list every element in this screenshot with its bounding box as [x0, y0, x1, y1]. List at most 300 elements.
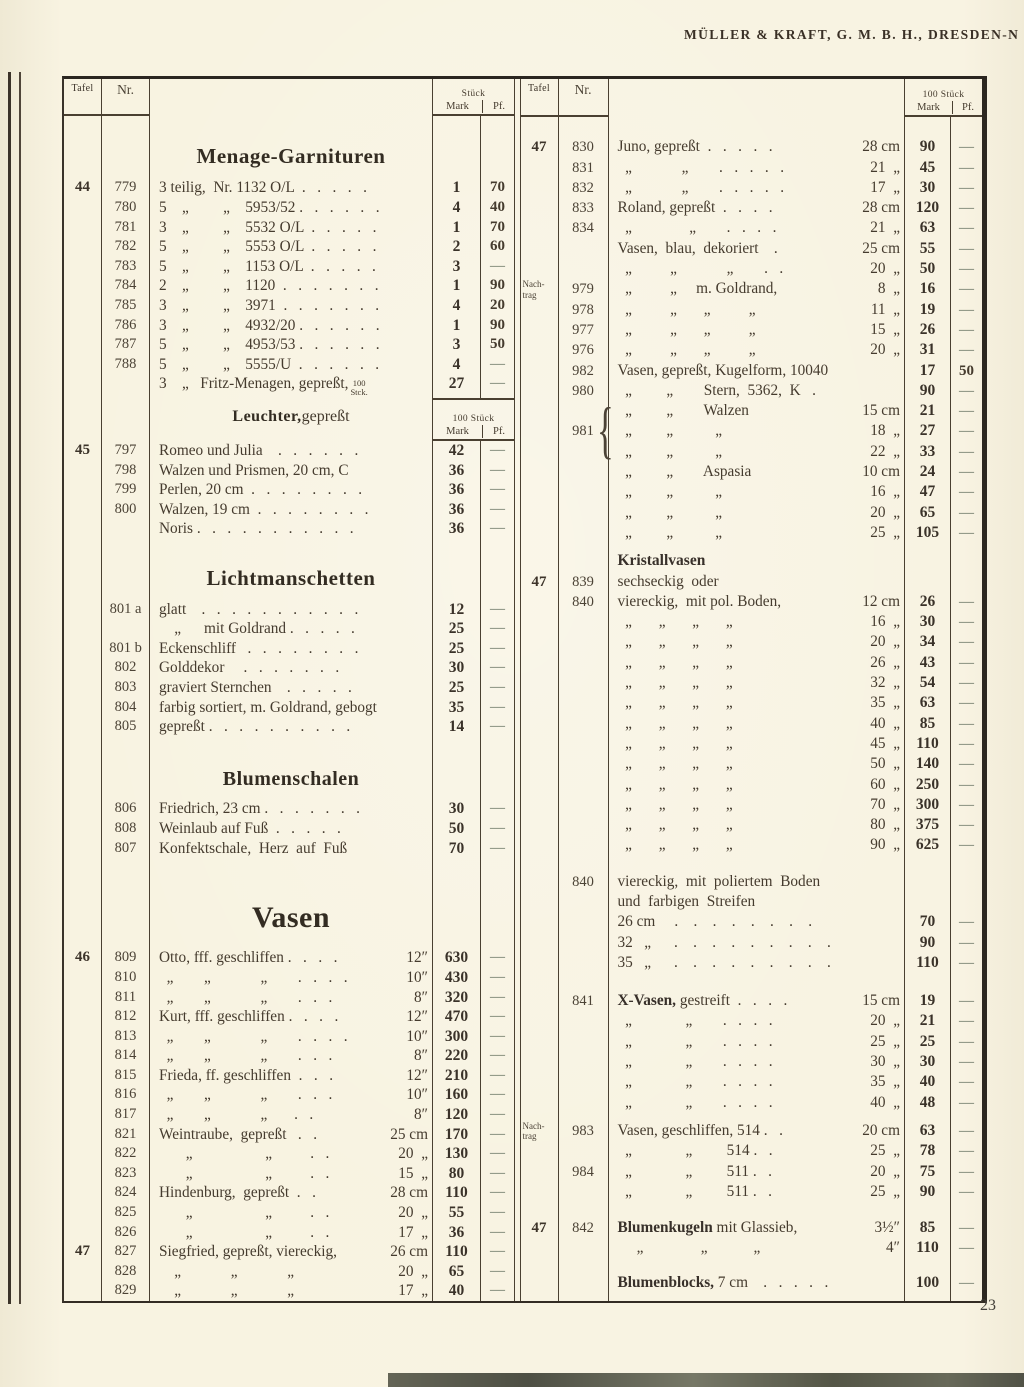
row-nr: 823: [102, 1164, 150, 1184]
no-price-dash: —: [959, 200, 974, 217]
row-nr: 800: [102, 500, 150, 520]
table-row: [521, 795, 983, 815]
row-size: 25 „: [870, 1032, 900, 1050]
no-price-dash: —: [959, 1074, 974, 1091]
table-row: [64, 1105, 514, 1125]
table-row: [64, 257, 514, 277]
row-tafel: [64, 237, 102, 257]
row-description-text: 3 „ „ 4932/20 . . . . . .: [159, 316, 380, 334]
row-description: [609, 198, 906, 218]
row-description: [150, 639, 433, 659]
row-tafel: [521, 973, 559, 991]
row-tafel: [521, 632, 559, 652]
no-price-dash: —: [959, 159, 974, 176]
row-size: 15 „: [398, 1164, 428, 1182]
price-pf: [951, 856, 982, 872]
price-mark: 375: [905, 815, 951, 835]
price-column-header: [905, 79, 982, 117]
table-row: [521, 1011, 983, 1031]
row-description: [150, 678, 433, 698]
table-row: [521, 815, 983, 835]
price-mark: [905, 551, 951, 571]
row-description-text: Golddekor . . . . . . .: [159, 659, 340, 677]
table-row: [521, 1218, 983, 1238]
row-tafel: [521, 523, 559, 543]
row-nr: 828: [102, 1262, 150, 1282]
row-nr: [559, 1259, 609, 1273]
table-row: [64, 968, 514, 988]
price-pf: [951, 178, 982, 198]
row-tafel: [521, 872, 559, 892]
section-heading-bold: Blumenschalen: [222, 768, 360, 791]
row-description: [150, 355, 433, 375]
no-price-dash: —: [490, 1086, 505, 1103]
price-mark: 80: [433, 1164, 481, 1184]
price-pf: 90: [490, 277, 505, 294]
row-nr: 840: [559, 872, 609, 892]
row-nr: [559, 1113, 609, 1121]
price-mark: 50: [905, 259, 951, 279]
row-size: 20 „: [870, 1162, 900, 1180]
table-row: [521, 714, 983, 734]
row-tafel: [64, 355, 102, 375]
row-nr: 977: [559, 320, 609, 340]
row-nr: [559, 1052, 609, 1072]
no-price-dash: —: [490, 375, 505, 392]
row-tafel: [64, 819, 102, 839]
price-pf: [951, 482, 982, 502]
table-row: [64, 1085, 514, 1105]
spacer-row: [521, 1202, 983, 1218]
row-nr: [559, 503, 609, 523]
price-mark: 42: [433, 441, 481, 461]
table-row: [521, 933, 983, 953]
row-nr: 799: [102, 480, 150, 500]
row-description: [150, 441, 433, 461]
price-mark: 470: [433, 1007, 481, 1027]
row-tafel: [521, 856, 559, 872]
no-price-dash: —: [490, 1027, 505, 1044]
price-mark: [905, 117, 951, 137]
price-column-header: [433, 79, 514, 116]
row-tafel: [521, 754, 559, 774]
row-tafel: [521, 1162, 559, 1182]
row-size: 16 „: [870, 483, 900, 501]
row-description: [150, 698, 433, 718]
col-header-nr: Nr.: [102, 79, 150, 116]
no-price-dash: —: [959, 1143, 974, 1160]
row-description-text: 3 „ Fritz-Menagen, gepreßt,: [159, 375, 349, 393]
price-mark: 36: [433, 519, 481, 539]
no-price-dash: —: [959, 614, 974, 631]
row-description: [609, 218, 906, 238]
row-description-text: Siegfried, gepreßt, viereckig,: [159, 1243, 337, 1261]
row-nr: [559, 973, 609, 991]
no-price-dash: —: [959, 281, 974, 298]
row-description-text: Vasen, gepreßt, Kugelform, 10040: [617, 361, 829, 379]
no-price-dash: —: [490, 500, 505, 517]
section-heading: [150, 394, 433, 441]
price-mark: 48: [905, 1093, 951, 1113]
table-row: [521, 693, 983, 713]
row-tafel: 45: [64, 441, 102, 461]
price-pf: [951, 734, 982, 754]
price-mark: 85: [905, 714, 951, 734]
row-nr: 980: [559, 381, 609, 401]
row-tafel: [521, 673, 559, 693]
row-description-text: „ „ „ . . . .: [159, 1027, 348, 1045]
price-mark: 50: [433, 819, 481, 839]
price-pf: [481, 1066, 514, 1086]
row-description: [150, 619, 433, 639]
panel-fill-row: [521, 1293, 983, 1301]
no-price-dash: —: [959, 1094, 974, 1111]
row-size: 8″: [413, 1106, 428, 1124]
row-tafel: [521, 714, 559, 734]
row-tafel: 44: [64, 178, 102, 198]
price-pf: [951, 1202, 982, 1218]
table-row: [64, 1262, 514, 1282]
price-pf: [481, 1281, 514, 1301]
section-heading-row: [64, 394, 514, 441]
row-description: [150, 461, 433, 481]
panel-top-padding: [521, 117, 983, 137]
row-description: [609, 320, 906, 340]
row-tafel: [64, 639, 102, 659]
row-size: 90 „: [870, 836, 900, 854]
row-description: [150, 276, 433, 296]
no-price-dash: —: [959, 715, 974, 732]
row-size: 30 „: [870, 1053, 900, 1071]
row-tafel: [64, 988, 102, 1008]
row-tafel: [64, 116, 102, 135]
table-row: [521, 361, 983, 381]
row-description: [609, 361, 906, 381]
row-nr: [559, 632, 609, 652]
price-mark: [905, 872, 951, 892]
row-tafel: [521, 1202, 559, 1218]
price-pf: [951, 1032, 982, 1052]
row-size: 25 „: [870, 1182, 900, 1200]
row-nr: [559, 482, 609, 502]
row-size: 20 „: [870, 503, 900, 521]
row-size: 20 „: [870, 1012, 900, 1030]
price-pf: [481, 1085, 514, 1105]
table-row: [64, 316, 514, 336]
price-pf: [951, 653, 982, 673]
row-tafel: [64, 698, 102, 718]
price-pf: [951, 835, 982, 855]
price-pf: [951, 259, 982, 279]
row-size: 20 cm: [862, 1121, 900, 1139]
row-description-bold: Blumenkugeln: [617, 1219, 713, 1237]
row-size: 10″: [406, 1086, 428, 1104]
price-mark: 630: [433, 948, 481, 968]
price-mark: 65: [433, 1262, 481, 1282]
row-nr: 785: [102, 296, 150, 316]
row-description: [609, 1141, 906, 1161]
row-tafel: [521, 1141, 559, 1161]
row-nr: [559, 442, 609, 462]
row-nr: [559, 523, 609, 543]
table-row: [64, 1242, 514, 1262]
row-size: 40 „: [870, 1093, 900, 1111]
row-description: [609, 1238, 906, 1258]
price-mark: 21: [905, 1011, 951, 1031]
price-mark: 24: [905, 462, 951, 482]
no-price-dash: —: [490, 639, 505, 656]
row-size: 25 cm: [390, 1125, 428, 1143]
row-nr: 801 b: [102, 639, 150, 659]
row-nr: 826: [102, 1223, 150, 1243]
row-nr: 831: [559, 158, 609, 178]
row-size: 15 „: [870, 320, 900, 338]
no-price-dash: —: [959, 654, 974, 671]
row-size: 26 cm: [390, 1243, 428, 1261]
price-pf: [951, 754, 982, 774]
table-row: [64, 480, 514, 500]
row-description: [609, 815, 906, 835]
no-price-dash: —: [959, 423, 974, 440]
price-pf: [481, 698, 514, 718]
price-pf: [951, 714, 982, 734]
row-nr: 834: [559, 218, 609, 238]
row-tafel: [64, 799, 102, 819]
row-nr: [559, 1011, 609, 1031]
row-description-text: „ „ „ „: [617, 816, 733, 834]
row-description-text: „ „ „ . . .: [159, 1047, 333, 1065]
price-mark: [905, 856, 951, 872]
row-nr: 782: [102, 237, 150, 257]
table-row: [521, 239, 983, 259]
row-description: [609, 1072, 906, 1092]
section-heading: [150, 760, 433, 799]
row-nr: [559, 551, 609, 571]
no-price-dash: —: [490, 441, 505, 458]
row-description-text: „ „ „: [617, 523, 723, 541]
per-100-stueck-label: 100 Stck.: [350, 378, 368, 397]
price-mark: 90: [905, 933, 951, 953]
no-price-dash: —: [490, 1066, 505, 1083]
row-nr: 825: [102, 1203, 150, 1223]
no-price-dash: —: [490, 988, 505, 1005]
row-nr: [559, 795, 609, 815]
row-size: 17 „: [398, 1282, 428, 1300]
row-size: 16 „: [870, 613, 900, 631]
no-price-dash: —: [959, 484, 974, 501]
table-row: [521, 1032, 983, 1052]
row-description: [609, 872, 906, 892]
price-pf: [951, 117, 982, 137]
row-size: 35 „: [870, 694, 900, 712]
price-mark: [905, 1259, 951, 1273]
price-pf: [951, 815, 982, 835]
row-tafel: 47: [64, 1242, 102, 1262]
row-size: 60 „: [870, 775, 900, 793]
row-description: [609, 1273, 906, 1293]
price-mark: [905, 892, 951, 912]
price-mark: 12: [433, 600, 481, 620]
row-description-text: 7 cm . . . . .: [713, 1273, 829, 1291]
price-pf: [481, 1164, 514, 1184]
row-nr: 984: [559, 1162, 609, 1182]
row-size: 26 „: [870, 653, 900, 671]
row-tafel: [521, 795, 559, 815]
table-row: [521, 340, 983, 360]
price-pf: 50: [959, 362, 974, 379]
price-unit-label: 100 Stück: [922, 90, 965, 100]
row-description-text: 5 „ „ 5553 O/L . . . . .: [159, 238, 377, 256]
row-tafel: 47: [521, 1218, 559, 1238]
price-pf: [951, 872, 982, 892]
no-price-dash: —: [959, 1220, 974, 1237]
no-price-dash: —: [490, 949, 505, 966]
row-tafel: [521, 1182, 559, 1202]
row-size: 20 „: [398, 1204, 428, 1222]
row-tafel: [64, 296, 102, 316]
row-description: [609, 340, 906, 360]
no-price-dash: —: [490, 461, 505, 478]
row-description: [150, 737, 433, 761]
price-mark: 110: [905, 734, 951, 754]
price-pf: [951, 523, 982, 543]
table-row: [521, 442, 983, 462]
col-header-description: [609, 79, 906, 117]
price-mark: [905, 1293, 951, 1301]
row-description: [150, 819, 433, 839]
price-pf: [481, 257, 514, 277]
price-pf: [481, 519, 514, 539]
row-tafel: [521, 1032, 559, 1052]
no-price-dash: —: [959, 321, 974, 338]
row-tafel: [64, 717, 102, 737]
price-mark: 320: [433, 988, 481, 1008]
page-number: 23: [980, 1297, 996, 1314]
price-pf: [481, 1262, 514, 1282]
no-price-dash: —: [959, 403, 974, 420]
row-description: [150, 500, 433, 520]
row-description-text: 32 „ . . . . . . . . .: [617, 933, 831, 951]
row-size: 12 cm: [862, 592, 900, 610]
no-price-dash: —: [959, 796, 974, 813]
row-tafel: [521, 1273, 559, 1293]
row-nr: 786: [102, 316, 150, 336]
row-nr: 842: [559, 1218, 609, 1238]
price-pf: [481, 1046, 514, 1066]
row-nr: 798: [102, 461, 150, 481]
row-tafel: [64, 658, 102, 678]
row-description: [150, 1125, 433, 1145]
price-mark: 26: [905, 592, 951, 612]
row-tafel: [64, 1164, 102, 1184]
row-nr: 816: [102, 1085, 150, 1105]
row-tafel: [64, 257, 102, 277]
table-row: [64, 335, 514, 355]
price-pf: [951, 239, 982, 259]
row-description-text: 5 „ „ 4953/53 . . . . . .: [159, 336, 380, 354]
no-price-dash: —: [490, 968, 505, 985]
no-price-dash: —: [959, 1013, 974, 1030]
no-price-dash: —: [490, 679, 505, 696]
row-description-text: Roland, gepreßt . . . .: [617, 199, 773, 217]
price-mark: 21: [905, 401, 951, 421]
row-description-text: „ „ „ „: [617, 320, 756, 338]
price-pf: [951, 1182, 982, 1202]
price-mark: 36: [433, 461, 481, 481]
price-pf: [951, 218, 982, 238]
table-row: [64, 519, 514, 539]
row-description: [609, 503, 906, 523]
price-pf: [481, 988, 514, 1008]
price-pf: [951, 933, 982, 953]
row-description-text: „ „ „ „: [617, 694, 733, 712]
row-description: [150, 1066, 433, 1086]
row-description-text: „ „ 514 . .: [617, 1142, 773, 1160]
price-pf: [481, 968, 514, 988]
price-pf: [951, 1052, 982, 1072]
section-heading-row: [64, 888, 514, 949]
section-heading-bold: Menage-Garnituren: [196, 144, 386, 169]
no-price-dash: —: [490, 355, 505, 372]
row-nr: 787: [102, 335, 150, 355]
row-description-text: „ „ . . . .: [617, 1032, 773, 1050]
price-mark: 30: [433, 658, 481, 678]
row-nr: [559, 693, 609, 713]
row-size: 21 „: [870, 158, 900, 176]
row-nr: [559, 856, 609, 872]
row-nr: [559, 815, 609, 835]
row-nr: 976: [559, 340, 609, 360]
row-nr: 814: [102, 1046, 150, 1066]
row-description: [609, 158, 906, 178]
table-header-row: [521, 79, 983, 117]
no-price-dash: —: [959, 593, 974, 610]
price-mark: 30: [905, 612, 951, 632]
row-description-text: glatt . . . . . . . . . . .: [159, 600, 359, 618]
row-description-text: „ „ Stern, 5362, K .: [617, 381, 816, 399]
row-description: [150, 1046, 433, 1066]
row-description: [609, 259, 906, 279]
row-description: [609, 912, 906, 932]
price-mark: 300: [433, 1027, 481, 1047]
row-nr: 781: [102, 218, 150, 238]
price-pf: [951, 991, 982, 1011]
no-price-dash: —: [959, 934, 974, 951]
table-row: [64, 461, 514, 481]
table-row: [64, 717, 514, 737]
row-description: [150, 968, 433, 988]
price-mark: 34: [905, 632, 951, 652]
row-description-text: „ „ . .: [159, 1204, 330, 1222]
row-tafel: [521, 892, 559, 912]
price-pf: [951, 592, 982, 612]
row-nr: 807: [102, 839, 150, 859]
price-pf: [951, 612, 982, 632]
table-row: [521, 137, 983, 157]
section-heading-rest: gepreßt: [301, 408, 350, 426]
row-description: [609, 462, 906, 482]
table-row: [521, 991, 983, 1011]
row-description: [150, 539, 433, 557]
row-nr: [559, 892, 609, 912]
row-size: 12″: [406, 1008, 428, 1026]
spacer-row: [521, 973, 983, 991]
row-size: 50 „: [870, 755, 900, 773]
row-description: [150, 1144, 433, 1164]
row-description-text: und farbigen Streifen: [617, 892, 756, 910]
price-pf: [951, 1273, 982, 1293]
price-pf: [951, 320, 982, 340]
